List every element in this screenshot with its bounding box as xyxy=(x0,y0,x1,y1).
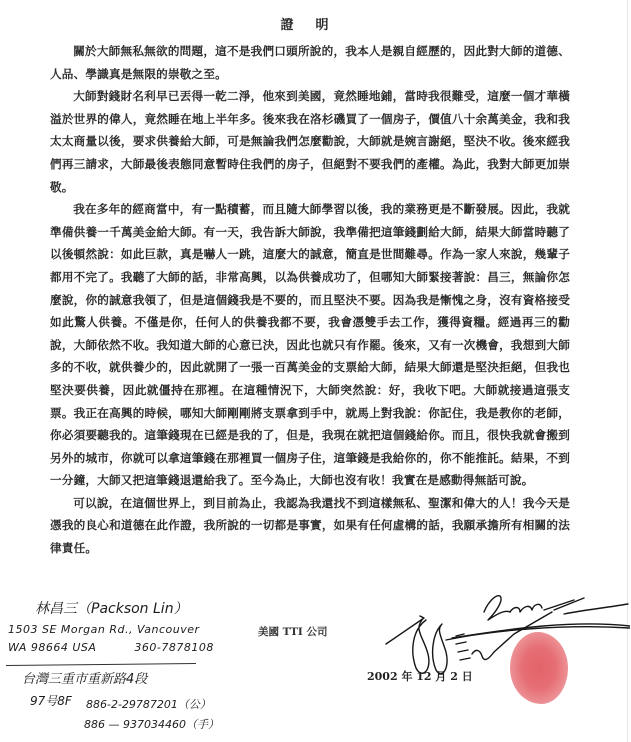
paragraph-1: 關於大師無私無欲的問題，這不是我們口頭所說的，我本人是親自經歷的，因此對大師的道德、人品、學識真是無限的崇敬之至。 xyxy=(50,44,570,81)
paragraph-3: 我在多年的經商當中，有一點積蓄，而且隨大師學習以後，我的業務更是不斷發展。因此，我就準備供養一千萬美金給大師。有一天，我告訴大師說，我準備把這筆錢劃給大師，結果大師當時聽了以後頓然說：如此巨款，真是嚇人一跳，這麼大的誠意，簡直是世間難尋。作為一家人來說，幾輩子都用不完了。我聽了大師的話，非常高興，以為供養成功了，但哪知大師緊接著說：昌三，無論你怎麼說，你的誠意我領了，但是這個錢我是不要的，而且堅決不要。因為我是慚愧之身，沒有資格接受如此驚人供養。不僅是你，任何人的供養我都不要，我會憑雙手去工作，獲得資糧。經過再三的勸說，大師依然不收。我知道大師的心意已決，因此也就只有作罷。後來，又有一次機會，我想到大師多的不收，就供養少的，因此就開了一張一百萬美金的支票給大師，結果大師還是堅決拒絕，但我也堅決要供養，因此就僵持在那裡。在這種情況下，大師突然說：好，我收下吧。大師就接過這張支票。我正在高興的時候，哪知大師剛剛將支票拿到手中，就馬上對我說：你記住，我是教你的老師，你必須要聽我的。這筆錢現在已經是我的了，但是，我現在就把這個錢給你。而且，很快我就會搬到另外的城市，你就可以拿這筆錢在那裡買一個房子住，這筆錢是我給你的，你不能推託。結果，不到一分鐘，大師又把這筆錢退還給我了。至今為止，大師也沒有收！我實在是感動得無話可說。 xyxy=(50,202,570,488)
paragraph-2: 大師對錢財名利早已丟得一乾二淨，他來到美國，竟然睡地鋪，當時我很難受，這麼一個才華橫溢於世界的偉人，竟然睡在地上半年多。後來我在洛杉磯買了一個房子，價值八十余萬美金，我和我太太商量以後，要求供養給大師，可是無論我們怎麼勸說，大師就是婉言謝絕，堅決不收。後來經我們再三請求，大師最後表態同意暫時住我們的房子，但絕對不要我們的產權。為此，我對大師更加崇敬。 xyxy=(50,89,570,194)
company-name: 美國 TTI 公司 xyxy=(258,626,328,638)
document-date: 2002 年 12 月 2 日 xyxy=(367,670,473,683)
handwritten-phone-home: 886 — 937034460（手） xyxy=(84,718,219,731)
handwritten-divider xyxy=(6,663,196,666)
handwritten-address-line2 xyxy=(8,641,214,654)
handwritten-address-us: WA 98664 USA xyxy=(8,641,97,654)
document-title: 證明 xyxy=(280,18,351,33)
handwritten-phone-office: 886-2-29787201（公） xyxy=(86,698,211,711)
paragraph-4: 可以說，在這個世界上，到目前為止，我認為我還找不到這樣無私、聖潔和偉大的人！我今天是憑我的良心和道德在此作證，我所說的一切都是事實，如果有任何虛構的話，我願承擔所有相關的法律責任。 xyxy=(50,495,570,556)
handwritten-taiwan-address: 台灣三重市重新路4段 xyxy=(22,672,148,687)
handwritten-taiwan-floor: 97号8F xyxy=(30,694,72,708)
handwritten-name: 林昌三（Packson Lin） xyxy=(35,601,188,617)
document-body xyxy=(50,40,570,560)
handwritten-address-line1: 1503 SE Morgan Rd., Vancouver xyxy=(8,623,200,636)
handwritten-phone-us: 360-7878108 xyxy=(134,641,214,654)
